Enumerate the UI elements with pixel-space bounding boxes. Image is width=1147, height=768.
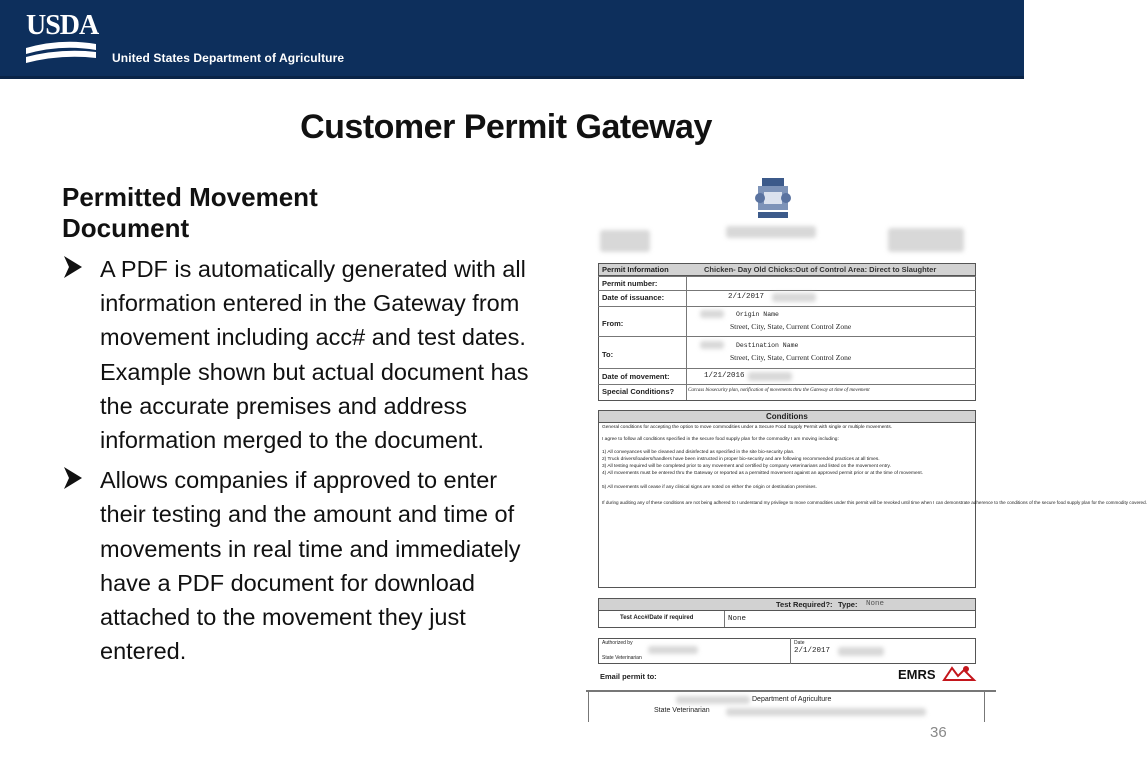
usda-swoosh-icon — [26, 40, 96, 64]
arrow-bullet-icon — [62, 254, 84, 280]
slide-title: Customer Permit Gateway — [300, 108, 712, 146]
emrs-mark-icon — [942, 664, 976, 682]
bullet-item — [62, 252, 532, 457]
state-seal-icon — [754, 176, 792, 222]
department-name: United States Department of Agriculture — [112, 51, 345, 65]
bullet-text: Allows companies if approved to enter their testing and the amount and time of movements in real time and immediately have a PDF document for download attached to the movement they just entered. — [100, 467, 521, 665]
arrow-bullet-icon — [62, 465, 84, 491]
bullet-text: A PDF is automatically generated with all information entered in the Gateway from movement including acc# and test dates. Example shown but actual document has the accurate premises and address information merged to the document. — [100, 256, 529, 454]
page-number: 36 — [930, 724, 947, 741]
emrs-logo: EMRS — [898, 667, 936, 682]
bullet-list — [62, 252, 532, 674]
permit-document-image: Permit Information Chicken- Day Old Chicks:Out of Control Area: Direct to Slaughter Permit number: Date of issuance: 2/1/2017 From: Origin Name Street, City, State, Current Control Zone To: Destination Name Street, City, State, Current Control Zone Date of movement: 1/21/2016 Special Conditions? Carcass biosecurity plan, notification of movements thru the Gateway at time of movement Conditions General conditions for accepting the option to move commodities under a Secure Food Supply Permit with single or multiple movements. I agree to follow all conditions specified in the secure food supply plan for the commodity I am moving including: 1) All conveyances will be cleaned and disinfected as specified in the site bio-security plan. 2) Truck drivers/loaders/handlers have been instructed in proper bio-security and are following recommended practices at all times. 3) All testing required will be completed prior to any movement and certified by company veterinarians and listed on the movement entry. 4) All movements must be entered thru the Gateway or reported as a permitted movement against an approved permit prior or at the time of movement. 5) All movements will cease if any clinical signs are noted on either the origin or destination premises. If during auditing any of these conditions are not being adhered to I understand my privilege to move commodities under this permit will be revoked until time when I can demonstrate adherence to the conditions of the secure food supply plan for the commodity covered. Test Required?: Type: None Test Acc#/Date if required None Authorized by State Veterinarian Date 2/1/2017 Email permit to: EMRS Department of Agriculture State Veterinarian — [576, 170, 1000, 722]
bullet-item — [62, 463, 532, 668]
section-subheading: Permitted Movement Document — [62, 182, 318, 243]
usda-header-bar — [0, 0, 1024, 79]
usda-logo: USDA — [26, 10, 99, 41]
